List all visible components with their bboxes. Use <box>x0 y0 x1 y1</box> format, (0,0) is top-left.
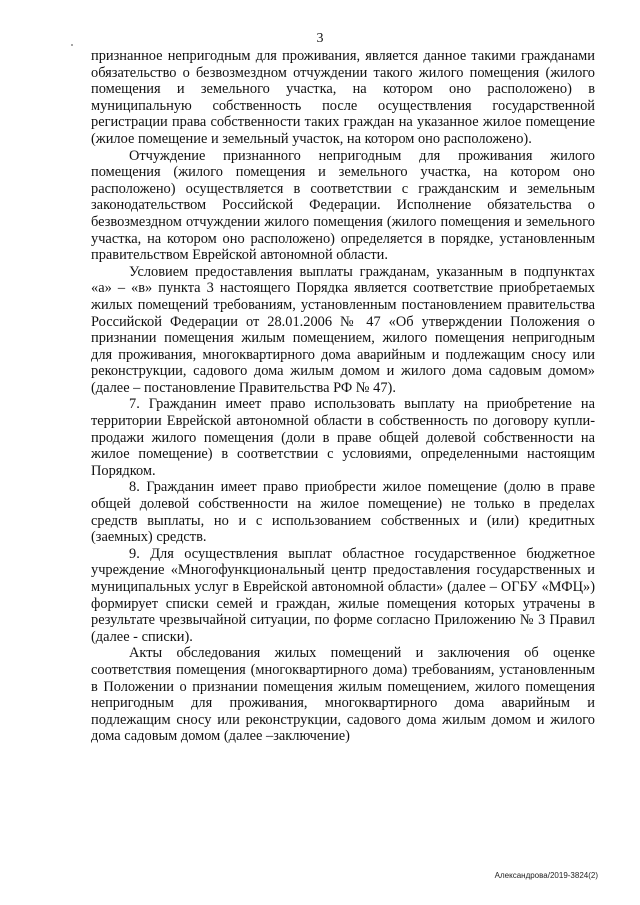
paragraph-continuation: признанное непригодным для проживания, является данное такими гражданами обязательство о безвозмездном отчуждении такого жилого помещения (жилого помещения и земельного участка, на котором оно расположено) в муниципальную собственность после осуществления государственной регистрации права собственности таких граждан на указанное жилое помещение (жилое помещение и земельный участок, на котором оно расположено). <box>91 48 595 147</box>
paragraph-condition: Условием предоставления выплаты гражданам, указанным в подпунктах «а» – «в» пункта 3 настоящего Порядка является соответствие приобретаемых жилых помещений требованиям, установленным постановлением правительства Российской Федерации от 28.01.2006 № 47 «Об утверждении Положения о признании помещения жилым помещением, жилого помещения непригодным для проживания, многоквартирного дома аварийным и подлежащим сносу или реконструкции, садового дома жилым домом и жилого дома садовым домом» (далее – постановление Правительства РФ № 47). <box>91 263 595 396</box>
paragraph-item-9: 9. Для осуществления выплат областное государственное бюджетное учреждение «Многофункциональный центр предоставления государственных и муниципальных услуг в Еврейской автономной области» (далее – ОГБУ «МФЦ») формирует списки семей и граждан, жилые помещения которых утрачены в результате чрезвычайной ситуации, по форме согласно Приложению № 3 Правил (далее - списки). <box>91 545 595 645</box>
paragraph-item-7: 7. Гражданин имеет право использовать выплату на приобретение на территории Еврейской автономной области в собственность по договору купли-продажи жилого помещения (доли в праве общей долевой собственности на жилое помещение) в соответствии с условиями, определенными настоящим Порядком. <box>91 396 595 479</box>
paragraph-item-8: 8. Гражданин имеет право приобрести жилое помещение (долю в праве общей долевой собственности на жилое помещение) не только в пределах средств выплаты, но и с использованием собственных и (или) кредитных (заемных) средств. <box>91 479 595 546</box>
page-number: 3 <box>316 31 324 46</box>
document-body <box>91 48 595 745</box>
paragraph-alienation: Отчуждение признанного непригодным для проживания жилого помещения (жилого помещения и земельного участка, на котором оно расположено) осуществляется в соответствии с гражданским и земельным законодательством Российской Федерации. Исполнение обязательства о безвозмездном отчуждении жилого помещения (жилого помещения и земельного участка, на котором оно расположено) определяется в порядке, установленным правительством Еврейской автономной области. <box>91 147 595 264</box>
paragraph-inspection-acts: Акты обследования жилых помещений и заключения об оценке соответствия помещения (многоквартирного дома) требованиям, установленным в Положении о признании помещения жилым помещением, жилого помещения непригодным для проживания, многоквартирного дома аварийным и подлежащим сносу или реконструкции, садового дома жилым домом и жилого дома садовым домом (далее –заключение) <box>91 645 595 745</box>
document-reference-code: Александрова/2019-3824(2) <box>494 871 598 880</box>
